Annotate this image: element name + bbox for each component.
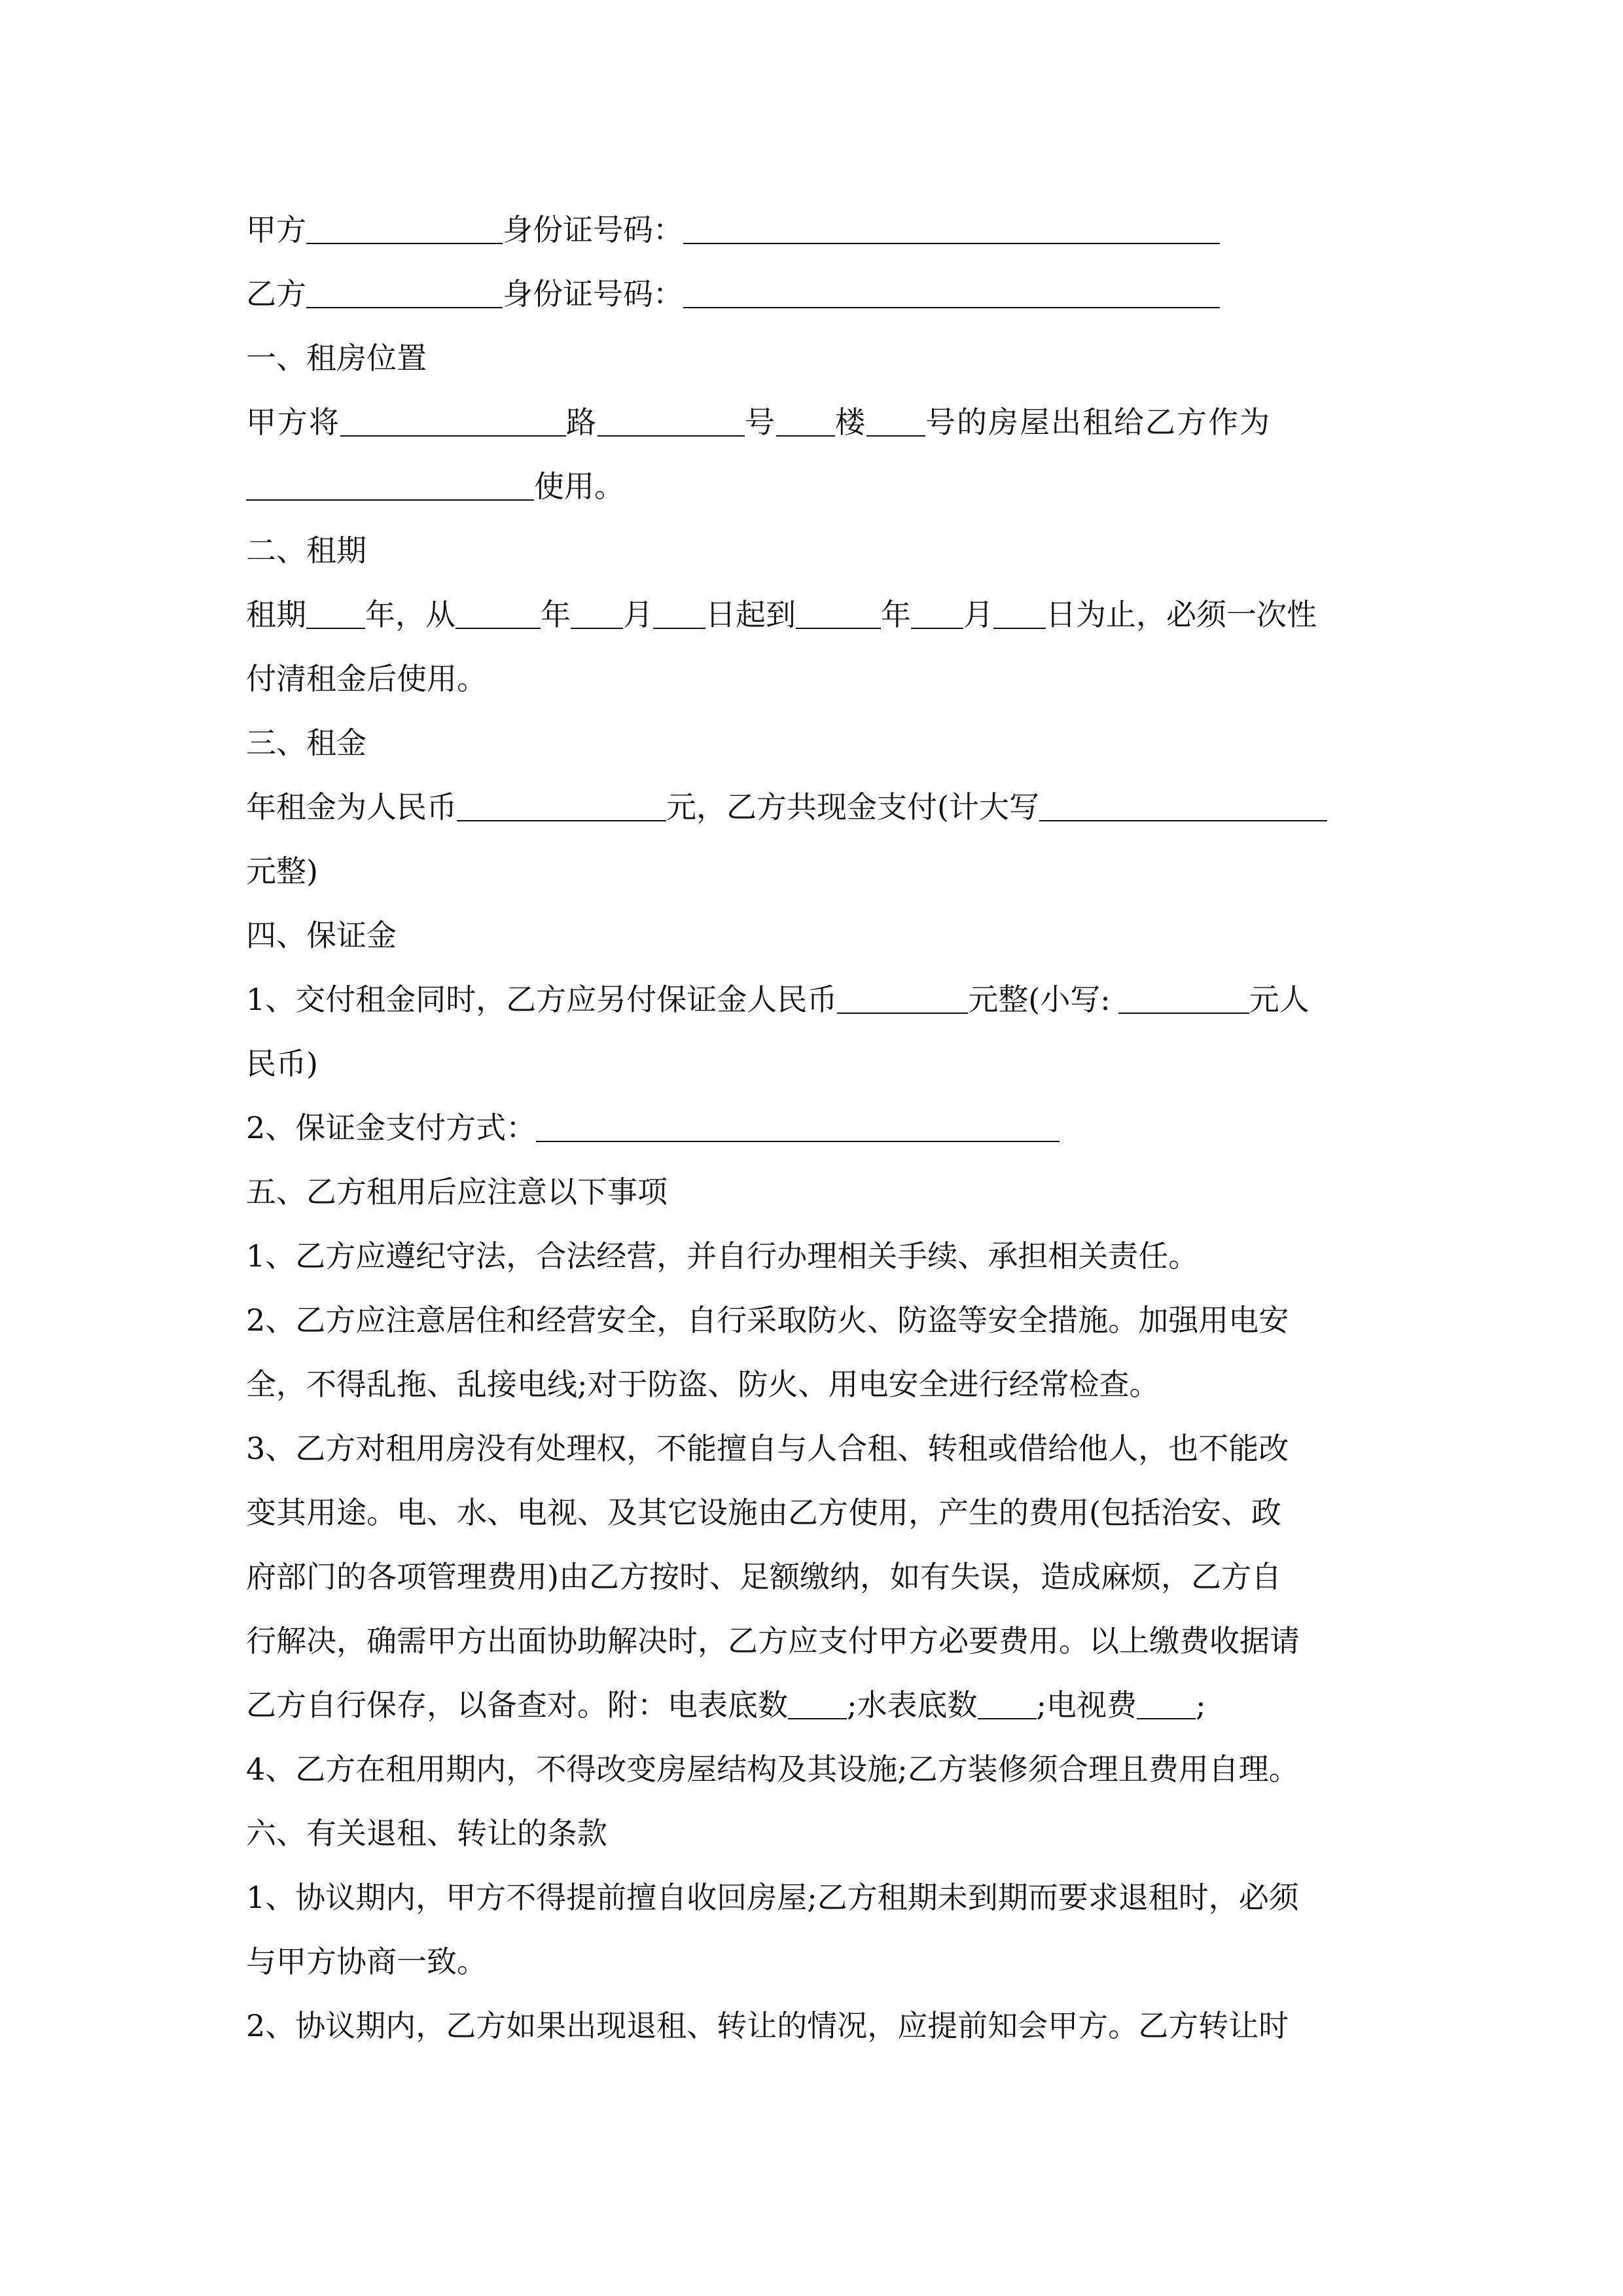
start-month-blank <box>571 599 623 629</box>
section-5-item-2b: 全，不得乱拖、乱接电线;对于防盗、防火、用电安全进行经常检查。 <box>246 1367 1160 1402</box>
deposit-text-2: 元整(小写: <box>968 982 1111 1017</box>
meter-text-3: ;电视费 <box>1036 1687 1137 1723</box>
room-blank <box>866 406 925 437</box>
section-1-location-line <box>246 390 1398 454</box>
section-3-title: 三、租金 <box>246 725 366 761</box>
section-2-term-line <box>246 583 1398 647</box>
term-text-end: 日为止，必须一次性 <box>1046 597 1317 632</box>
deposit-text-1: 1、交付租金同时，乙方应另付保证金人民币 <box>246 982 838 1017</box>
party-a-line <box>246 198 1398 262</box>
section-4-title: 四、保证金 <box>246 918 397 953</box>
meter-text-1: 乙方自行保存，以备查对。附：电表底数 <box>246 1687 788 1723</box>
deposit-method-blank <box>536 1112 1060 1142</box>
term-text-month-2: 月 <box>963 597 993 632</box>
section-3-rent-line <box>246 775 1398 839</box>
rent-capital-blank <box>1039 791 1327 821</box>
deposit-text-3: 元人 <box>1249 982 1310 1017</box>
section-3-rent-end: 元整) <box>246 853 318 889</box>
deposit-method-label: 2、保证金支付方式： <box>246 1110 537 1145</box>
rent-text-2: 元，乙方共现金支付(计大写 <box>666 789 1039 825</box>
contract-page <box>246 198 1398 2058</box>
party-b-line <box>246 262 1398 326</box>
usage-text: 使用。 <box>534 469 624 504</box>
term-text-2: 年，从 <box>365 597 455 632</box>
meter-text-4: ; <box>1196 1687 1206 1723</box>
water-meter-blank <box>978 1689 1037 1719</box>
section-5-item-3c: 府部门的各项管理费用)由乙方按时、足额缴纳，如有失误，造成麻烦，乙方自 <box>246 1559 1281 1594</box>
party-b-id-blank <box>683 278 1220 308</box>
rent-amount-blank <box>457 791 666 821</box>
section-6-item-1a: 1、协议期内，甲方不得提前擅自收回房屋;乙方租期未到期而要求退租时，必须 <box>246 1880 1299 1915</box>
term-text-year-2: 年 <box>881 597 911 632</box>
end-day-blank <box>993 599 1046 629</box>
section-6-item-1b: 与甲方协商一致。 <box>246 1944 487 1979</box>
start-day-blank <box>653 599 705 629</box>
location-text-1: 甲方将 <box>246 404 340 440</box>
location-text-road: 路 <box>566 404 597 440</box>
section-5-item-3a: 3、乙方对租用房没有处理权，不能擅自与人合租、转租或借给他人，也不能改 <box>246 1431 1289 1466</box>
rent-text-1: 年租金为人民币 <box>246 789 457 825</box>
term-text-until: 日起到 <box>705 597 796 632</box>
term-text-month: 月 <box>623 597 653 632</box>
meter-text-2: ;水表底数 <box>847 1687 978 1723</box>
deposit-amount-blank <box>837 984 968 1014</box>
party-b-label: 乙方 <box>246 276 306 312</box>
location-text-building: 楼 <box>835 404 866 440</box>
party-b-name-blank <box>306 278 503 308</box>
location-text-rent: 号的房屋出租给乙方作为 <box>925 404 1271 440</box>
party-b-id-label: 身份证号码： <box>503 276 683 312</box>
term-years-blank <box>306 599 365 629</box>
party-a-label: 甲方 <box>246 212 306 247</box>
section-5-item-3d: 行解决，确需甲方出面协助解决时，乙方应支付甲方必要费用。以上缴费收据请 <box>246 1623 1300 1659</box>
section-5-item-2a: 2、乙方应注意居住和经营安全，自行采取防火、防盗等安全措施。加强用电安 <box>246 1302 1289 1338</box>
number-blank <box>597 406 745 437</box>
section-6-item-2a: 2、协议期内，乙方如果出现退租、转让的情况，应提前知会甲方。乙方转让时 <box>246 2008 1289 2043</box>
party-a-id-blank <box>683 214 1220 244</box>
section-5-item-3e <box>246 1673 1398 1737</box>
road-blank <box>340 406 566 437</box>
section-2-title: 二、租期 <box>246 533 366 568</box>
usage-blank <box>246 471 534 501</box>
section-5-item-3b: 变其用途。电、水、电视、及其它设施由乙方使用，产生的费用(包括治安、政 <box>246 1495 1281 1530</box>
tv-fee-blank <box>1137 1689 1196 1719</box>
section-1-usage-line <box>246 454 1398 518</box>
deposit-lower-blank <box>1118 984 1249 1014</box>
section-4-deposit-end: 民币) <box>246 1046 318 1081</box>
section-6-title: 六、有关退租、转让的条款 <box>246 1816 607 1851</box>
term-text-1: 租期 <box>246 597 306 632</box>
section-4-method-line <box>246 1096 1398 1160</box>
section-5-item-4: 4、乙方在租用期内，不得改变房屋结构及其设施;乙方装修须合理且费用自理。 <box>246 1751 1299 1787</box>
party-a-id-label: 身份证号码： <box>503 212 683 247</box>
section-5-item-1: 1、乙方应遵纪守法，合法经营，并自行办理相关手续、承担相关责任。 <box>246 1238 1199 1274</box>
section-5-title: 五、乙方租用后应注意以下事项 <box>246 1174 668 1210</box>
end-year-blank <box>796 599 881 629</box>
electric-meter-blank <box>788 1689 847 1719</box>
party-a-name-blank <box>306 214 503 244</box>
term-text-year: 年 <box>541 597 571 632</box>
building-blank <box>776 406 835 437</box>
section-1-title: 一、租房位置 <box>246 340 427 376</box>
section-2-payment-line: 付清租金后使用。 <box>246 661 487 696</box>
section-4-deposit-line <box>246 967 1398 1031</box>
end-month-blank <box>911 599 963 629</box>
start-year-blank <box>455 599 541 629</box>
location-text-number: 号 <box>745 404 776 440</box>
